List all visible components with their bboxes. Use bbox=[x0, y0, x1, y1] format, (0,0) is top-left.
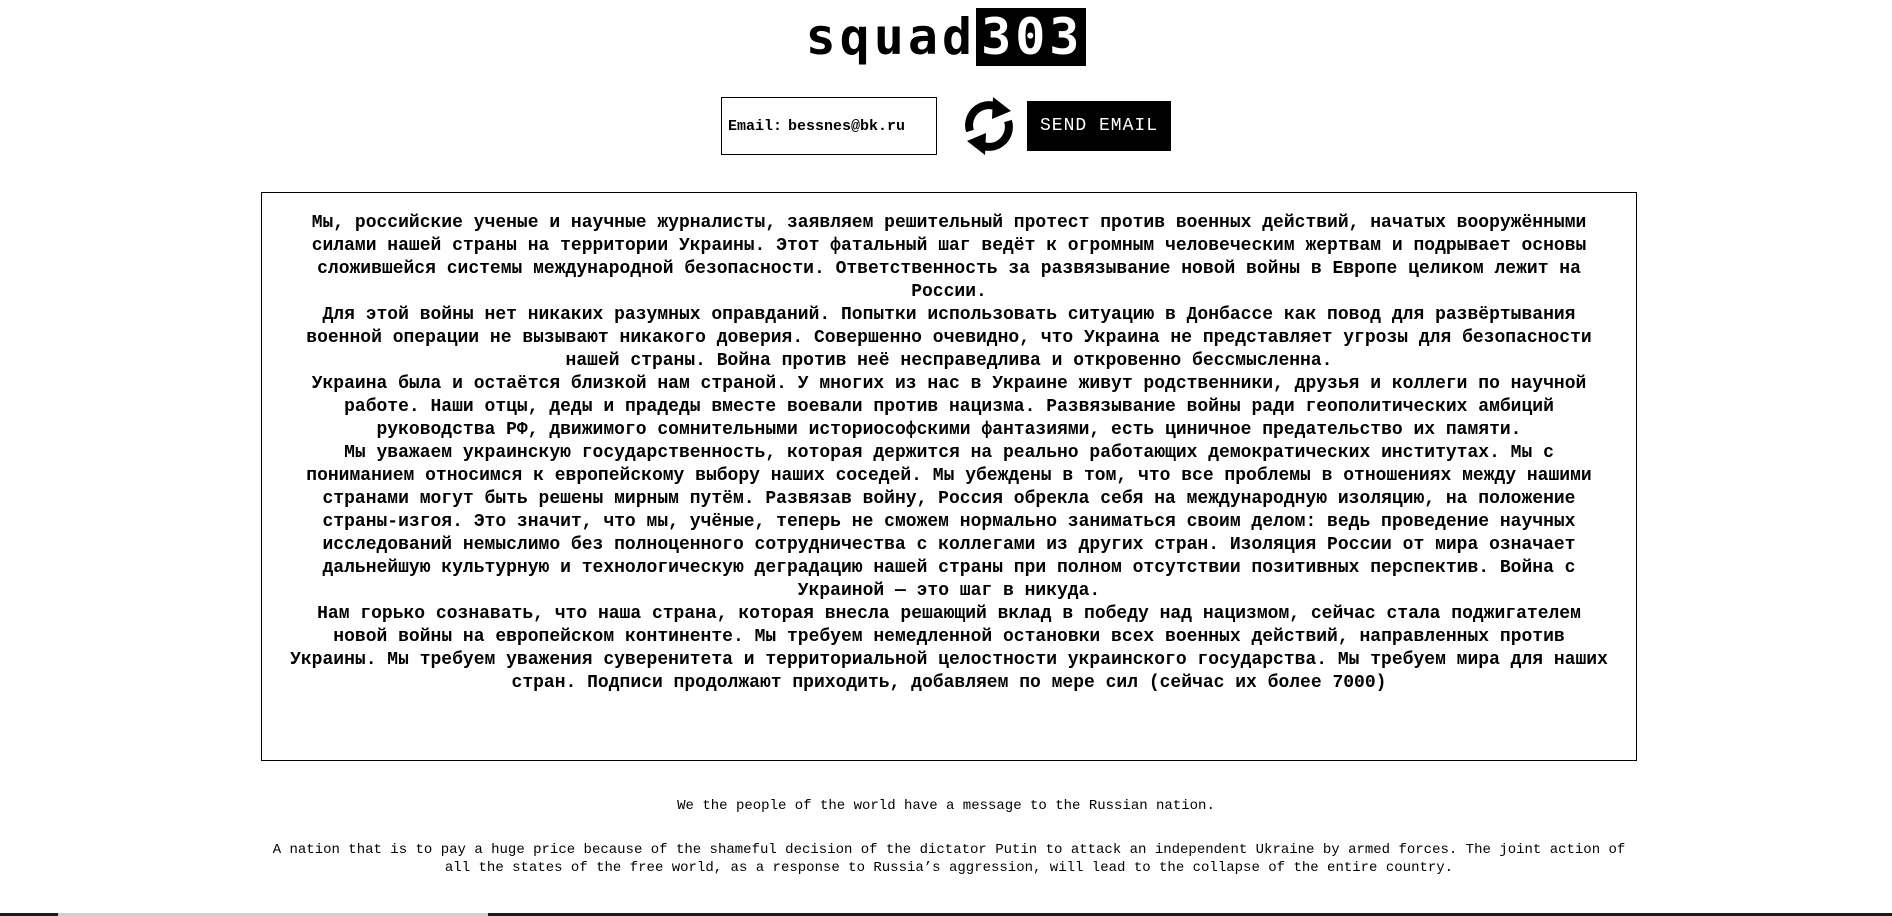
refresh-icon bbox=[961, 93, 1017, 159]
letter-paragraph: Для этой войны нет никаких разумных оправданий. Попытки использовать ситуацию в Донбассе как повод для развёртывания военной операции не вызывают никакого доверия. Совершенно очевидно, что Украина не представляет угрозы для безопасности нашей страны. Война против неё несправедлива и откровенно бессмысленна. bbox=[306, 305, 1592, 371]
email-display bbox=[721, 97, 937, 155]
open-letter bbox=[261, 192, 1637, 761]
email-value: bessnes@bk.ru bbox=[788, 117, 906, 135]
refresh-button[interactable] bbox=[959, 92, 1019, 160]
message-body: A nation that is to pay a huge price because of the shameful decision of the dictator Putin to attack an independent Ukraine by armed forces. The joint action of all the states of the free world, as a response to Russia’s aggression, will lead to the collapse of the entire country. bbox=[272, 842, 1626, 876]
email-controls bbox=[0, 92, 1892, 160]
logo-plain-text: squad bbox=[805, 8, 977, 66]
logo-inverse-text: 303 bbox=[976, 8, 1086, 66]
letter-paragraph: Нам горько сознавать, что наша страна, которая внесла решающий вклад в победу над нацизмом, сейчас стала поджигателем новой войны на европейском континенте. Мы требуем немедленной остановки всех военных действий, направленных против Украины. Мы требуем уважения суверенитета и территориальной целостности украинского государства. Мы требуем мира для наших стран. Подписи продолжают приходить, добавляем по мере сил (сейчас их более 7000) bbox=[290, 604, 1608, 693]
site-logo bbox=[0, 8, 1892, 66]
send-email-button[interactable]: SEND EMAIL bbox=[1027, 101, 1171, 151]
message-title: We the people of the world have a message to the Russian nation. bbox=[677, 798, 1215, 814]
letter-paragraph: Мы, российские ученые и научные журналисты, заявляем решительный протест против военных действий, начатых вооружёнными силами нашей страны на территории Украины. Этот фатальный шаг ведёт к огромным человеческим жертвам и подрывает основы сложившейся системы международной безопасности. Ответственность за развязывание новой войны в Европе целиком лежит на России. bbox=[311, 213, 1587, 302]
letter-paragraph: Мы уважаем украинскую государственность, которая держится на реально работающих демократических институтах. Мы с пониманием относимся к европейскому выбору наших соседей. Мы убеждены в том, что все проблемы в отношениях между нашими странами могут быть решены мирным путём. Развязав войну, Россия обрекла себя на международную изоляцию, на положение страны-изгоя. Это значит, что мы, учёные, теперь не сможем нормально заниматься своим делом: ведь проведение научных исследований немыслимо без полноценного сотрудничества с коллегами из других стран. Изоляция России от мира означает дальнейшую культурную и технологическую деградацию нашей страны при полном отсутствии позитивных перспектив. Война с Украиной — это шаг в никуда. bbox=[306, 443, 1592, 601]
email-label: Email: bbox=[728, 117, 783, 135]
letter-paragraph: Украина была и остаётся близкой нам страной. У многих из нас в Украине живут родственники, друзья и коллеги по научной работе. Наши отцы, деды и прадеды вместе воевали против нацизма. Развязывание войны ради геополитических амбиций руководства РФ, движимого сомнительными историософскими фантазиями, есть циничное предательство их памяти. bbox=[311, 374, 1587, 440]
